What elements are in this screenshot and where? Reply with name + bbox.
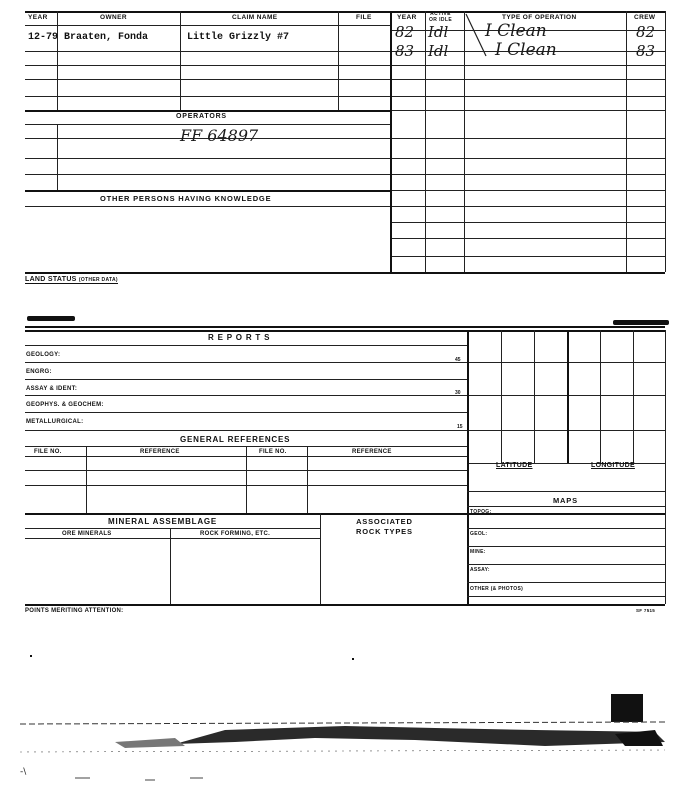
report-assay: ASSAY & IDENT: — [26, 386, 78, 392]
log-crew-2: 83 — [636, 42, 656, 60]
col-year-2: YEAR — [397, 14, 417, 21]
operators-entry: FF 64897 — [180, 126, 259, 145]
log-slash-mark — [462, 12, 492, 62]
log-operation-2: I Clean — [495, 40, 557, 60]
claim-entry: Little Grizzly #7 — [187, 32, 290, 43]
col-claim-name: CLAIM NAME — [232, 14, 278, 21]
log-year-1: 82 — [395, 23, 415, 41]
ref-file-no-1: FILE NO. — [34, 449, 62, 455]
log-crew-1: 82 — [636, 23, 656, 41]
ref-reference-1: REFERENCE — [140, 449, 180, 455]
col-file: FILE — [356, 14, 372, 21]
log-year-2: 83 — [395, 42, 415, 60]
scan-speck — [30, 655, 32, 657]
maps-assay: ASSAY: — [470, 567, 490, 573]
longitude-label: LONGITUDE — [591, 462, 635, 469]
col-active-or-idle: ACTIVE OR IDLE — [429, 11, 453, 23]
ref-file-no-2: FILE NO. — [259, 449, 287, 455]
latitude-label: LATITUDE — [496, 462, 533, 469]
report-geology: GEOLOGY: — [26, 352, 61, 358]
points-meriting-attention: POINTS MERITING ATTENTION: — [25, 608, 124, 614]
owner-entry: 12-79 Braaten, Fonda — [28, 32, 149, 43]
svg-text:-\: -\ — [20, 767, 27, 777]
report-engrg: ENGRG: — [26, 369, 52, 375]
mineral-assemblage-title: MINERAL ASSEMBLAGE — [108, 517, 218, 526]
report-geology-num: 45 — [455, 357, 461, 363]
land-status-label: LAND STATUS (OTHER DATA) — [25, 276, 118, 283]
form-number: SF 7515 — [636, 608, 656, 613]
ref-reference-2: REFERENCE — [352, 449, 392, 455]
log-operation-1: I Clean — [485, 21, 547, 41]
scan-speck — [352, 658, 354, 660]
report-geophys: GEOPHYS. & GEOCHEM: — [26, 402, 104, 408]
maps-mine: MINE: — [470, 549, 486, 555]
general-references-title: GENERAL REFERENCES — [180, 435, 291, 444]
maps-geol: GEOL: — [470, 531, 488, 537]
rock-forming-label: ROCK FORMING, ETC. — [200, 531, 271, 537]
reports-title: R E P O R T S — [208, 333, 271, 342]
operators-title: OPERATORS — [176, 113, 227, 120]
maps-title: MAPS — [553, 496, 578, 505]
col-crew: CREW — [634, 14, 656, 21]
report-metallurgical-num: 15 — [457, 424, 463, 430]
report-assay-num: 30 — [455, 390, 461, 396]
col-year: YEAR — [28, 14, 48, 21]
log-status-2: Idl — [428, 42, 449, 60]
ore-minerals-label: ORE MINERALS — [62, 531, 112, 537]
maps-other: OTHER (& PHOTOS) — [470, 586, 524, 592]
log-status-1: Idl — [428, 23, 449, 41]
col-type-of-operation: TYPE OF OPERATION — [502, 14, 577, 21]
associated-rock-types-label: ASSOCIATED ROCK TYPES — [356, 517, 413, 536]
scan-mark-right — [613, 320, 669, 325]
report-metallurgical: METALLURGICAL: — [26, 419, 84, 425]
scan-noise-band — [15, 716, 670, 786]
col-owner: OWNER — [100, 14, 127, 21]
scan-mark-left — [27, 316, 75, 321]
other-persons-title: OTHER PERSONS HAVING KNOWLEDGE — [100, 194, 272, 203]
maps-topog: TOPOG: — [470, 509, 492, 515]
